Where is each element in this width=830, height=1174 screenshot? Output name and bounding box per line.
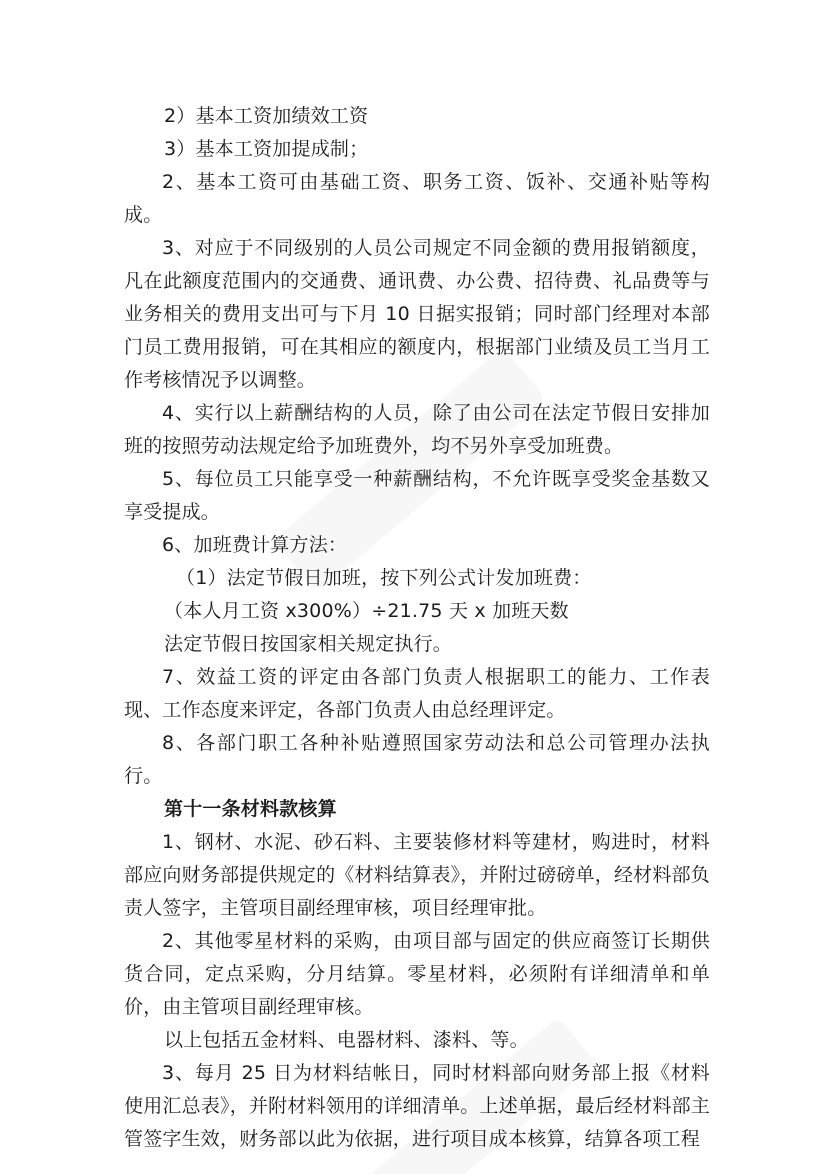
paragraph: 3）基本工资加提成制； bbox=[164, 138, 369, 160]
paragraph: 5、每位员工只能享受一种薪酬结构，不允许既享受奖金基数又享受提成。 bbox=[124, 468, 710, 523]
paragraph: （本人月工资 x300%）÷21.75 天 x 加班天数 bbox=[164, 600, 569, 622]
paragraph: 2、其他零星材料的采购，由项目部与固定的供应商签订长期供货合同，定点采购，分月结算。零星材料，必须附有详细清单和单价，由主管项目副经理审核。 bbox=[124, 930, 710, 1018]
paragraph: 以上包括五金材料、电器材料、漆料、等。 bbox=[164, 1029, 529, 1051]
paragraph: 3、对应于不同级别的人员公司规定不同金额的费用报销额度，凡在此额度范围内的交通费、通讯费、办公费、招待费、礼品费等与业务相关的费用支出可与下月 10 日据实报销；同时部门经理对本部门员工费用报销，可在其相应的额度内，根据部门业绩及员工当月工作考核情况予以调整。 bbox=[124, 237, 710, 391]
document-body bbox=[124, 100, 710, 1156]
paragraph: 2）基本工资加绩效工资 bbox=[164, 105, 369, 127]
section-heading: 第十一条材料款核算 bbox=[164, 798, 337, 820]
paragraph: 7、效益工资的评定由各部门负责人根据职工的能力、工作表现、工作态度来评定，各部门负责人由总经理评定。 bbox=[124, 666, 710, 721]
paragraph: （1）法定节假日加班，按下列公式计发加班费： bbox=[176, 567, 592, 589]
paragraph: 1、钢材、水泥、砂石料、主要装修材料等建材，购进时，材料部应向财务部提供规定的《材料结算表》，并附过磅磅单，经材料部负责人签字，主管项目副经理审核，项目经理审批。 bbox=[124, 831, 710, 919]
paragraph: 法定节假日按国家相关规定执行。 bbox=[164, 633, 453, 655]
paragraph: 8、各部门职工各种补贴遵照国家劳动法和总公司管理办法执行。 bbox=[124, 732, 710, 787]
paragraph: 3、每月 25 日为材料结帐日，同时材料部向财务部上报《材料使用汇总表》，并附材料领用的详细清单。上述单据，最后经材料部主管签字生效，财务部以此为依据，进行项目成本核算，结算各项工程 bbox=[124, 1062, 710, 1150]
paragraph: 4、实行以上薪酬结构的人员，除了由公司在法定节假日安排加班的按照劳动法规定给予加班费外，均不另外享受加班费。 bbox=[124, 402, 710, 457]
paragraph: 2、基本工资可由基础工资、职务工资、饭补、交通补贴等构成。 bbox=[124, 171, 710, 226]
paragraph: 6、加班费计算方法： bbox=[162, 534, 348, 556]
